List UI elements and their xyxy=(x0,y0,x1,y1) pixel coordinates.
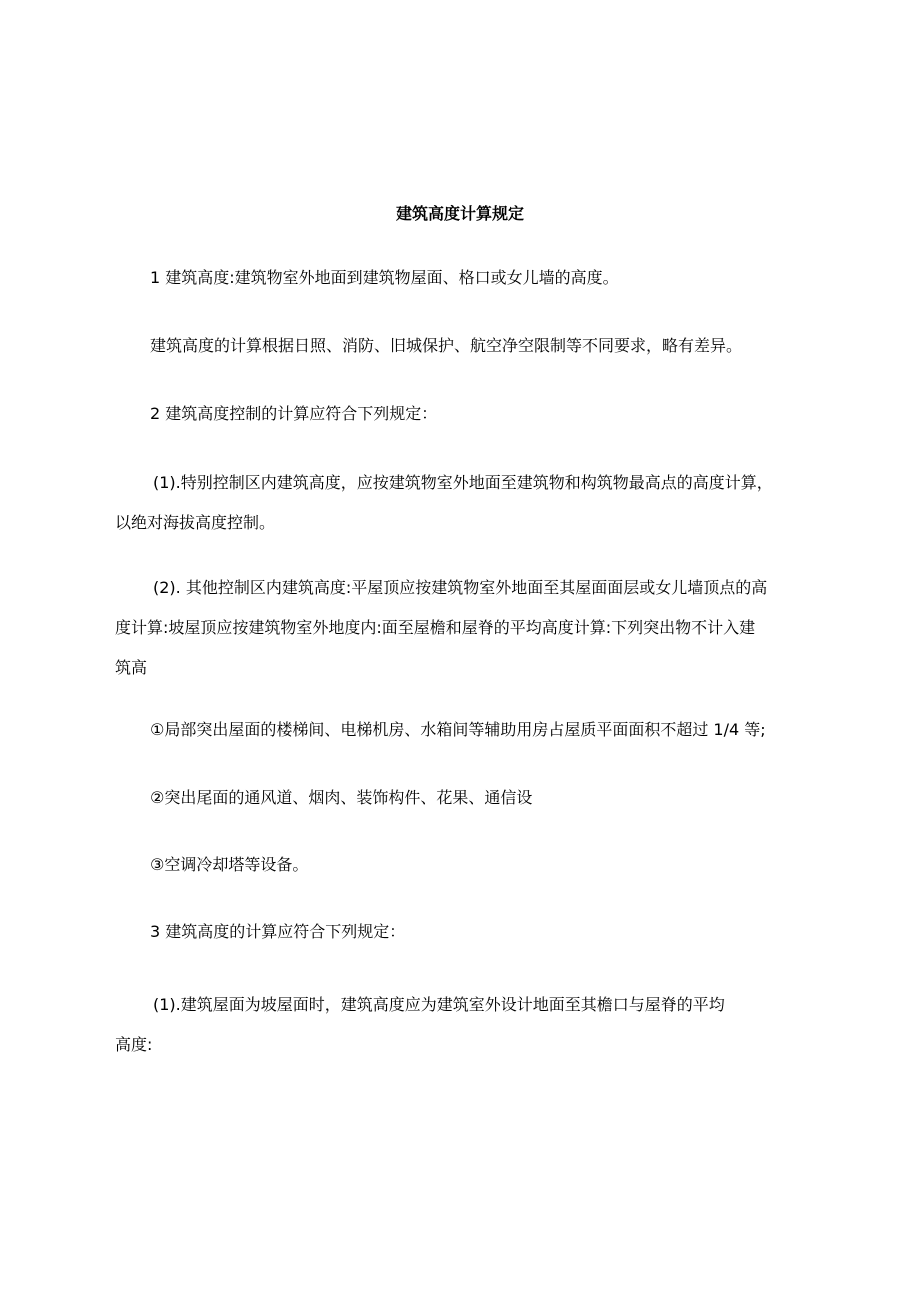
paragraph-line: ①局部突出屋面的楼梯间、电梯机房、水箱间等辅助用房占屋质平面面积不超过 1/4 等; xyxy=(150,720,766,739)
paragraph-line: ②突出尾面的通风道、烟肉、装饰构件、花果、通信设 xyxy=(150,788,533,807)
paragraph-5 xyxy=(115,568,815,688)
paragraph-line: 以绝对海拔高度控制。 xyxy=(115,513,276,532)
paragraph-line: (2). 其他控制区内建筑高度:平屋顶应按建筑物室外地面至其屋面面层或女儿墙顶点的高 xyxy=(153,578,768,597)
paragraph-7 xyxy=(115,778,815,818)
paragraph-9 xyxy=(115,912,815,952)
paragraph-line: 建筑高度的计算根据日照、消防、旧城保护、航空净空限制等不同要求，略有差异。 xyxy=(150,336,743,355)
paragraph-line: 度计算:坡屋顶应按建筑物室外地度内:面至屋檐和屋脊的平均高度计算:下列突出物不计入建 xyxy=(115,618,756,637)
paragraph-10 xyxy=(115,985,815,1065)
paragraph-2 xyxy=(115,326,815,366)
paragraph-6 xyxy=(115,710,815,750)
paragraph-line: (1).建筑屋面为坡屋面时，建筑高度应为建筑室外设计地面至其檐口与屋脊的平均 xyxy=(153,995,725,1014)
paragraph-line: 1 建筑高度:建筑物室外地面到建筑物屋面、格口或女儿墙的高度。 xyxy=(150,268,619,287)
paragraph-line: 高度: xyxy=(115,1035,153,1054)
paragraph-1 xyxy=(115,258,815,298)
paragraph-4 xyxy=(115,463,815,543)
paragraph-line: 2 建筑高度控制的计算应符合下列规定： xyxy=(150,404,438,423)
paragraph-line: (1).特别控制区内建筑高度，应按建筑物室外地面至建筑物和构筑物最高点的高度计算， xyxy=(153,473,773,492)
paragraph-line: 筑高 xyxy=(115,658,148,677)
paragraph-3 xyxy=(115,394,815,434)
paragraph-line: 3 建筑高度的计算应符合下列规定： xyxy=(150,922,406,941)
document-title: 建筑高度计算规定 xyxy=(395,204,524,223)
paragraph-line: ③空调冷却塔等设备。 xyxy=(150,855,309,874)
paragraph-8 xyxy=(115,845,815,885)
